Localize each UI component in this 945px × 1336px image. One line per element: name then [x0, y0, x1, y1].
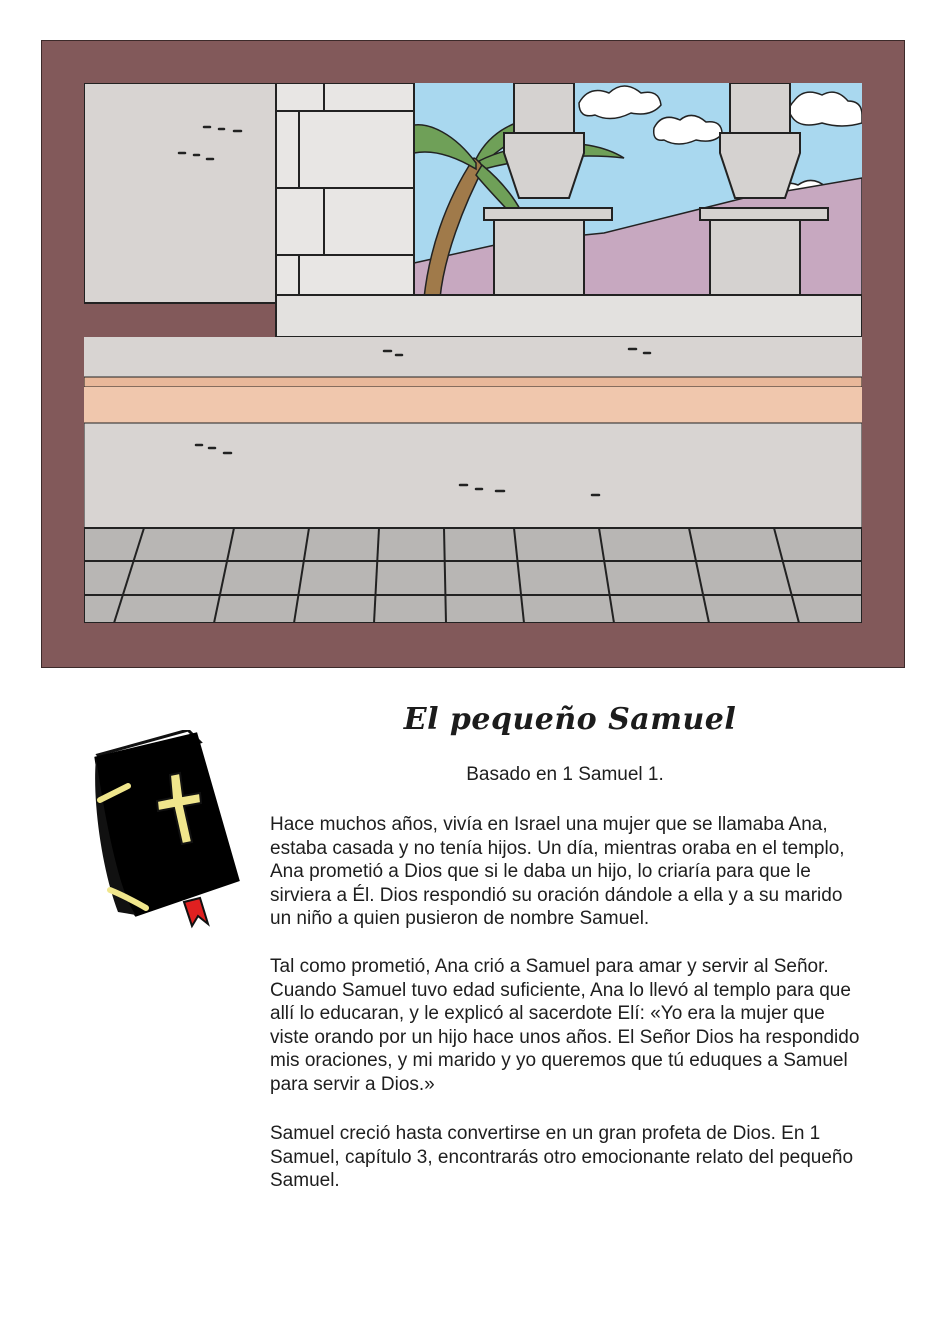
- story-paragraph-2: Tal como prometió, Ana crió a Samuel para amar y servir al Señor. Cuando Samuel tuvo edad suficiente, Ana lo llevó al templo para que allí lo educaran, y le explicó al sacerdote Elí: «Yo era la mujer que viste orando por un hijo hace unos años. El Señor Dios ha respondido mis oraciones, y mi marido y yo queremos que tú eduques a Samuel para servir a Dios.»: [270, 956, 860, 1095]
- story-paragraph-1: Hace muchos años, vivía en Israel una mujer que se llamaba Ana, estaba casada y no tenía hijos. Un día, mientras oraba en el templo, Ana prometió a Dios que si le daba un hijo, lo criaría para que le sirviera a Él. Dios respondió su oración dándole a ella y a su marido un niño a quien pusieron de nombre Samuel.: [270, 814, 845, 929]
- story-subtitle: Basado en 1 Samuel 1.: [466, 764, 664, 785]
- bible-icon: [88, 730, 248, 930]
- story-title: El pequeño Samuel: [403, 702, 737, 737]
- temple-window-scene: [84, 83, 862, 623]
- story-paragraph-3: Samuel creció hasta convertirse en un gran profeta de Dios. En 1 Samuel, capítulo 3, encontrarás otro emocionante relato del pequeño Samuel.: [270, 1123, 854, 1191]
